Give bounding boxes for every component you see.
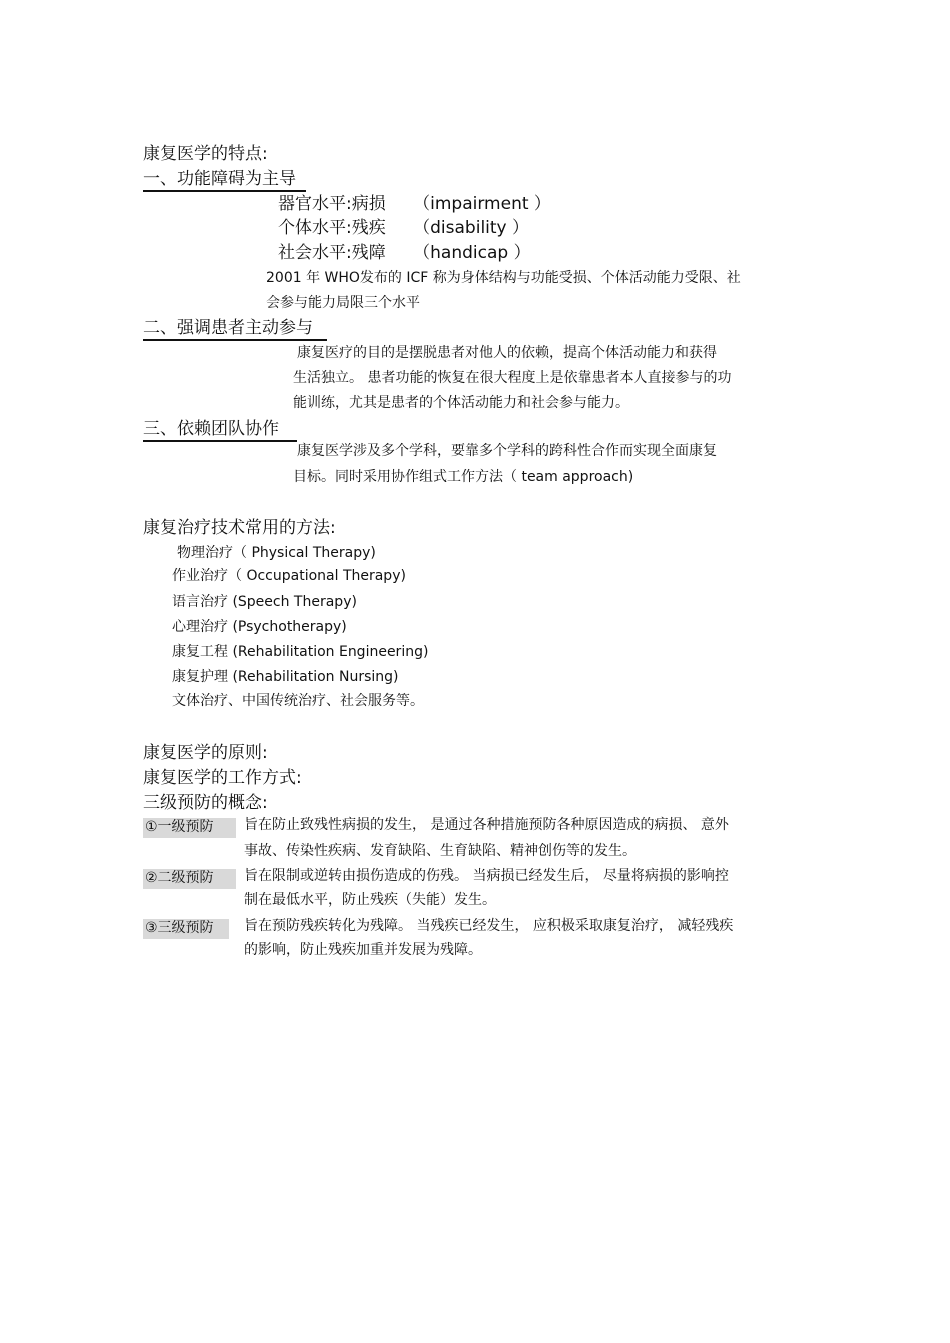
level-individual xyxy=(278,218,529,238)
prevention-2-line-1: 旨在限制或逆转由损伤造成的伤残。 当病损已经发生后， 尽量将病损的影响控 xyxy=(244,868,729,884)
level-individual-label: 个体水平:残疾 xyxy=(278,218,386,238)
section-2-line-1: 康复医疗的目的是摆脱患者对他人的依赖，提高个体活动能力和获得 xyxy=(297,345,717,361)
section-3-line-1: 康复医学涉及多个学科，要靠多个学科的跨科性合作而实现全面康复 xyxy=(297,443,717,459)
level-social-label: 社会水平:残障 xyxy=(278,243,386,263)
prevention-tag-3 xyxy=(143,917,229,939)
method-item: 语言治疗 (Speech Therapy) xyxy=(172,594,357,610)
prevention-1-line-1: 旨在防止致残性病损的发生， 是通过各种措施预防各种原因造成的病损、 意外 xyxy=(244,817,729,833)
section-1-heading xyxy=(143,169,306,192)
methods-title: 康复治疗技术常用的方法: xyxy=(143,518,336,538)
prevention-2-line-2: 制在最低水平，防止残疾（失能）发生。 xyxy=(244,892,496,908)
icf-line-2: 会参与能力局限三个水平 xyxy=(266,295,420,311)
method-item: 文体治疗、中国传统治疗、社会服务等。 xyxy=(172,693,424,709)
prevention-tag-2 xyxy=(143,867,236,889)
method-item: 作业治疗（ Occupational Therapy) xyxy=(172,568,406,584)
prevention-3-line-2: 的影响，防止残疾加重并发展为残障。 xyxy=(244,942,482,958)
method-item: 物理治疗（ Physical Therapy) xyxy=(177,545,376,561)
prevention-3-line-1: 旨在预防残疾转化为残障。 当残疾已经发生， 应积极采取康复治疗， 减轻残疾 xyxy=(244,918,734,934)
section-1-heading-text: 一、功能障碍为主导 xyxy=(143,169,306,192)
prevention-1-line-2: 事故、传染性疾病、发育缺陷、生育缺陷、精神创伤等的发生。 xyxy=(244,843,636,859)
method-item: 康复工程 (Rehabilitation Engineering) xyxy=(172,644,429,660)
prevention-title: 三级预防的概念: xyxy=(143,793,268,813)
level-organ-en: （impairment ） xyxy=(413,194,551,214)
section-2-heading-text: 二、强调患者主动参与 xyxy=(143,318,327,341)
level-individual-en: （disability ） xyxy=(413,218,530,238)
features-title: 康复医学的特点: xyxy=(143,144,268,164)
icf-line-1: 2001 年 WHO发布的 ICF 称为身体结构与功能受损、个体活动能力受限、社 xyxy=(266,270,741,286)
method-item: 康复护理 (Rehabilitation Nursing) xyxy=(172,669,399,685)
prevention-tag-2-text: ②二级预防 xyxy=(143,869,236,889)
level-social xyxy=(278,243,531,263)
prevention-tag-1-text: ①一级预防 xyxy=(143,818,236,838)
workmode-title: 康复医学的工作方式: xyxy=(143,768,302,788)
prevention-tag-1 xyxy=(143,816,236,838)
method-item: 心理治疗 (Psychotherapy) xyxy=(172,619,347,635)
level-organ xyxy=(278,194,551,214)
section-2-line-2: 生活独立。 患者功能的恢复在很大程度上是依靠患者本人直接参与的功 xyxy=(293,370,732,386)
section-2-line-3: 能训练，尤其是患者的个体活动能力和社会参与能力。 xyxy=(293,395,629,411)
section-3-line-2: 目标。同时采用协作组式工作方法（ team approach) xyxy=(293,469,634,485)
section-2-heading xyxy=(143,318,327,341)
prevention-tag-3-text: ③三级预防 xyxy=(143,919,229,939)
section-3-heading-text: 三、依赖团队协作 xyxy=(143,419,297,442)
section-3-heading xyxy=(143,419,297,442)
principles-title: 康复医学的原则: xyxy=(143,743,268,763)
level-organ-label: 器官水平:病损 xyxy=(278,194,386,214)
level-social-en: （handicap ） xyxy=(413,243,531,263)
